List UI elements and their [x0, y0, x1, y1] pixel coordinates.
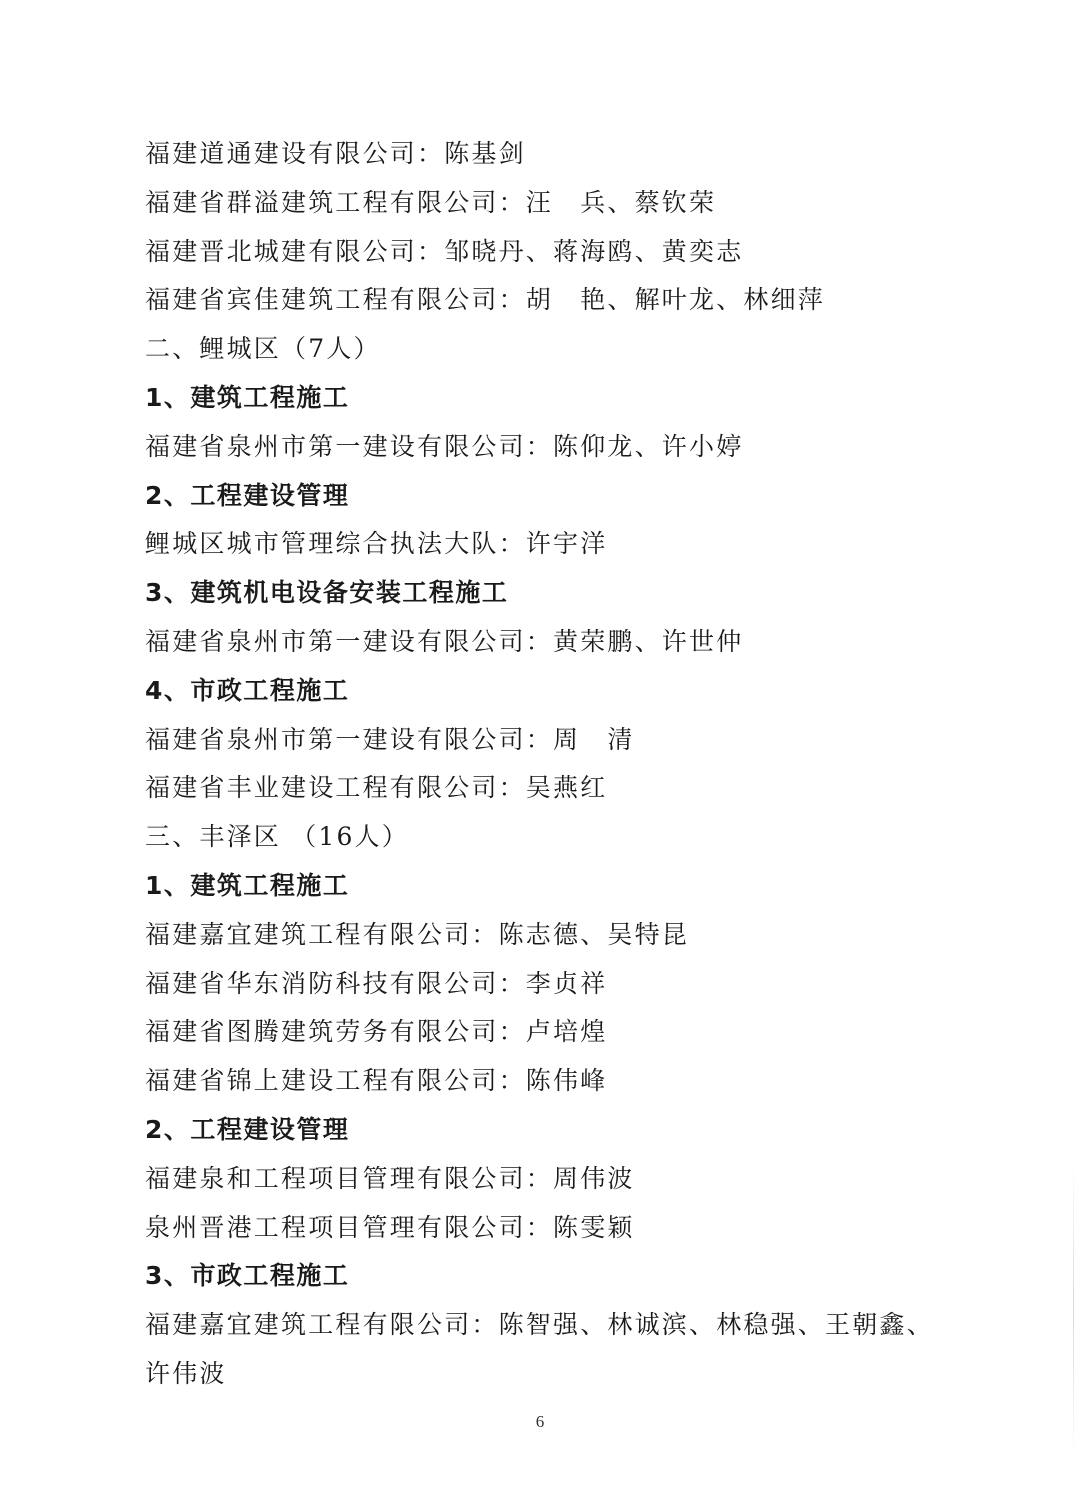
list-entry: 福建省泉州市第一建设有限公司：黄荣鹏、许世仲 — [145, 626, 744, 656]
list-entry: 福建省华东消防科技有限公司：李贞祥 — [145, 968, 608, 998]
list-entry: 泉州晋港工程项目管理有限公司：陈雯颖 — [145, 1212, 635, 1242]
list-entry: 福建泉和工程项目管理有限公司：周伟波 — [145, 1163, 635, 1193]
list-entry: 福建省群溢建筑工程有限公司：汪 兵、蔡钦荣 — [145, 187, 717, 217]
subsection-heading: 1、建筑工程施工 — [145, 382, 350, 412]
list-entry: 福建道通建设有限公司：陈基剑 — [145, 139, 526, 168]
list-entry: 福建省泉州市第一建设有限公司：陈仰龙、许小婷 — [145, 431, 744, 461]
section-title: 三、丰泽区 （16人） — [145, 822, 409, 852]
list-entry: 福建嘉宜建筑工程有限公司：陈志德、吴特昆 — [145, 919, 690, 949]
list-entry: 福建省丰业建设工程有限公司：吴燕红 — [145, 773, 608, 803]
subsection-heading: 2、工程建设管理 — [145, 480, 350, 510]
list-entry: 福建省宾佳建筑工程有限公司：胡 艳、解叶龙、林细萍 — [145, 285, 826, 315]
document-body — [145, 130, 945, 1399]
list-entry: 鲤城区城市管理综合执法大队：许宇洋 — [145, 529, 608, 559]
page-number: 6 — [535, 1412, 545, 1431]
subsection-heading: 3、建筑机电设备安装工程施工 — [145, 578, 509, 608]
scan-edge-mark — [1073, 1160, 1074, 1460]
subsection-heading: 3、市政工程施工 — [145, 1261, 350, 1291]
list-entry: 福建省泉州市第一建设有限公司：周 清 — [145, 724, 635, 754]
subsection-heading: 4、市政工程施工 — [145, 675, 350, 705]
subsection-heading: 1、建筑工程施工 — [145, 870, 350, 900]
section-title: 二、鲤城区（7人） — [145, 334, 381, 364]
list-entry: 福建省图腾建筑劳务有限公司：卢培煌 — [145, 1017, 608, 1047]
subsection-heading: 2、工程建设管理 — [145, 1114, 350, 1144]
list-entry: 福建嘉宜建筑工程有限公司：陈智强、林诚滨、林稳强、王朝鑫、 — [145, 1310, 934, 1340]
list-entry: 福建省锦上建设工程有限公司：陈伟峰 — [145, 1066, 608, 1096]
list-entry: 许伟波 — [145, 1358, 227, 1388]
list-entry: 福建晋北城建有限公司：邹晓丹、蒋海鸥、黄奕志 — [145, 236, 744, 266]
